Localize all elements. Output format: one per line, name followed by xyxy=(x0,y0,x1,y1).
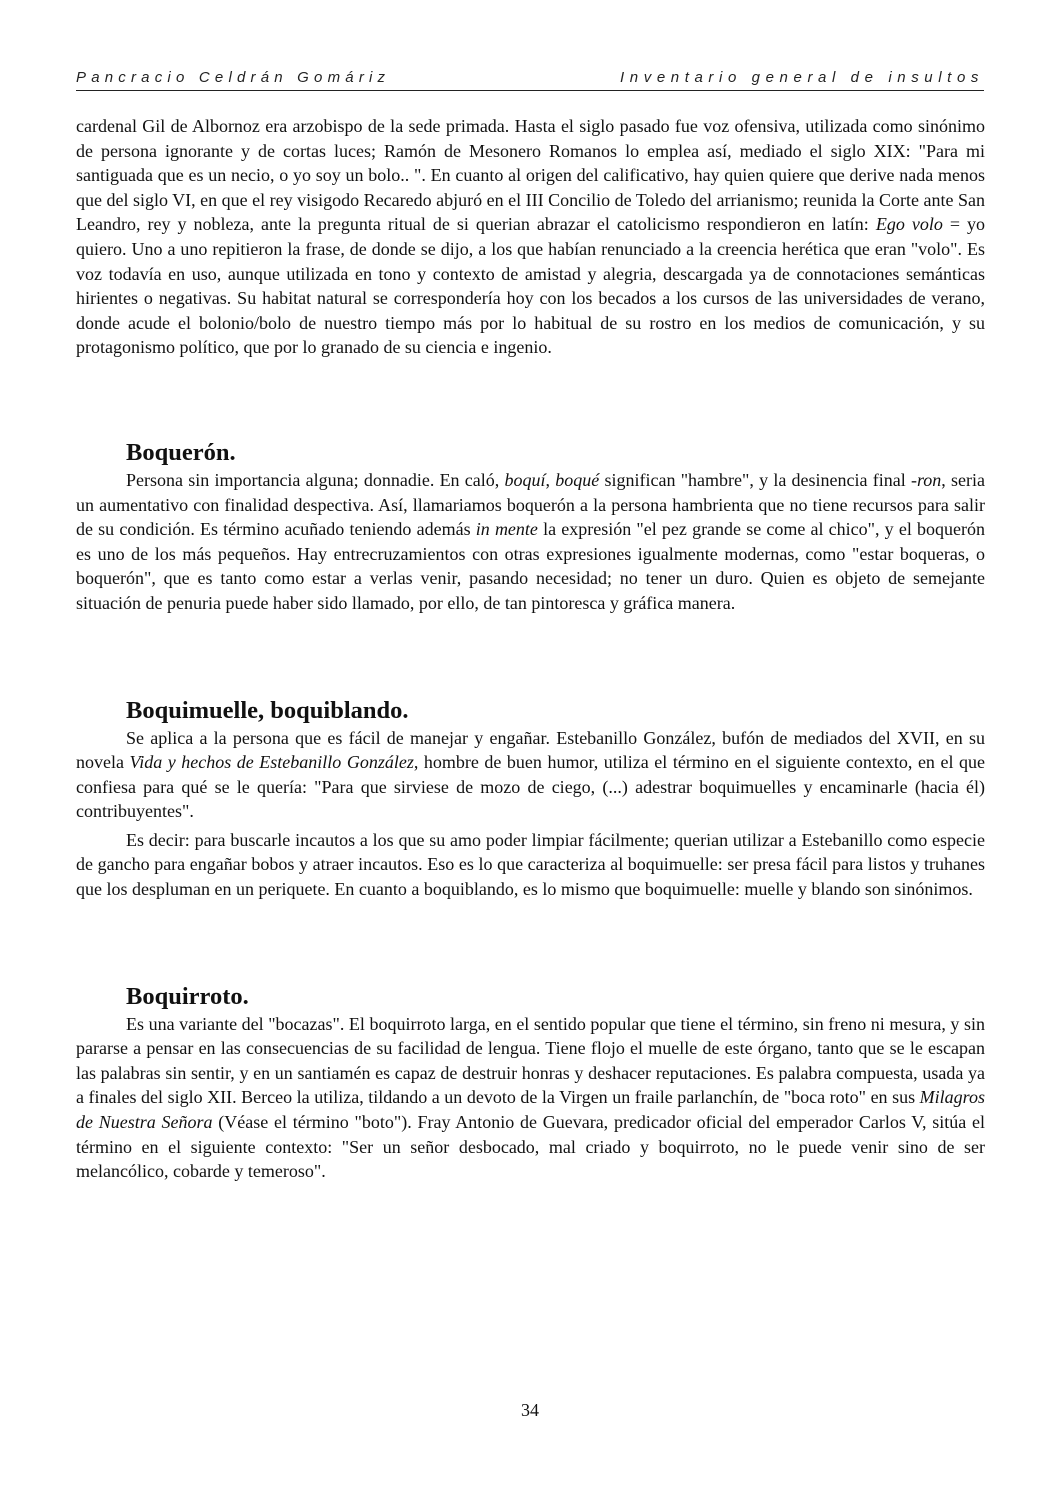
boqueron-italic-2: boqué xyxy=(555,469,600,490)
intro-text-1: cardenal Gil de Albornoz era arzobispo de la sede primada. Hasta el siglo pasado fue voz ofensiva, utilizada como sinónimo de persona ignorante y de cortas luces; Ramón de Mesonero Romanos lo emplea así, mediado el siglo XIX: "Para mi santiguada que es un necio, o yo soy un bolo.. ". En cuanto al origen del calificativo, hay quien quiere que derive nada menos que del siglo VI, en que el rey visigodo Recaredo abjuró en el III Concilio de Toledo del arrianismo; reunida la Corte ante San Leandro, rey y nobleza, ante la pregunta ritual de si querian abrazar el catolicismo respondieron en latín: xyxy=(76,116,985,235)
boquirroto-italic-1: Milagros de Nuestra Señora xyxy=(76,1087,985,1133)
entry-title-boquirroto: Boquirroto. xyxy=(126,982,249,1010)
boqueron-text-e: la expresión "el pez grande se come al chico", y el boquerón es uno de los más pequeños. Hay entrecruzamientos con otras expresiones igualmente modernas, como "estar boqueras, o boquerón", que es tanto como estar a verlas venir, pasando necesidad; no tener un duro. Quien es objeto de semejante situación de penuria puede haber sido llamado, por ello, de tan pintoresca y gráfica manera. xyxy=(76,519,985,613)
entry-title-boqueron: Boquerón. xyxy=(126,438,236,466)
boquirroto-text-b: (Véase el término "boto"). Fray Antonio de Guevara, predicador oficial del emperador Carlos V, sitúa el término en el siguiente contexto: "Ser un señor desbocado, mal criado y boquirroto, no le puede venir sino de ser melancólico, cobarde y temeroso". xyxy=(76,1112,985,1182)
boqueron-text-a: Persona sin importancia alguna; donnadie. En caló, xyxy=(126,469,505,490)
entry-body-boquirroto xyxy=(76,1012,985,1184)
boquimuelle-italic-1: Vida y hechos de Estebanillo González xyxy=(129,752,414,773)
boqueron-text-d: , seria un aumentativo con finalidad despectiva. Así, llamariamos boquerón a la persona hambrienta que no tiene recursos para salir de su condición. Es término acuñado teniendo además xyxy=(76,469,986,540)
boqueron-italic-3: -ron xyxy=(910,469,942,490)
entry-body-boqueron xyxy=(76,468,985,616)
boquimuelle-text-b: , hombre de buen humor, utiliza el término en el siguiente contexto, en el que confiesa para qué se le quería: "Para que sirviese de mozo de ciego, (...) adestrar boquimuelles y encaminarle (hacia él) contribuyentes". xyxy=(76,752,985,822)
page-number: 34 xyxy=(521,1400,539,1420)
intro-paragraph xyxy=(76,114,985,360)
boqueron-italic-1: boquí xyxy=(504,469,546,490)
running-header xyxy=(76,68,984,91)
entry-body-boquimuelle-2: Es decir: para buscarle incautos a los que su amo poder limpiar fácilmente; querian utilizar a Estebanillo como especie de gancho para engañar bobos y atraer incautos. Eso es lo que caracteriza al boquimuelle: ser presa fácil para listos y truhanes que los despluman en un periquete. En cuanto a boquiblando, es lo mismo que boquimuelle: muelle y blando son sinónimos. xyxy=(76,829,985,900)
entry-title-boquimuelle: Boquimuelle, boquiblando. xyxy=(126,696,409,724)
boqueron-text-c: significan "hambre", y la desinencia final xyxy=(599,469,911,490)
boqueron-italic-4: in mente xyxy=(475,519,538,540)
intro-text-2: = yo quiero. Uno a uno repitieron la frase, de donde se dijo, a los que habían renunciado a la creencia herética que eran "volo". Es voz todavía en uso, aunque utilizada en tono y contexto de amistad y alegria, descargada ya de connotaciones semánticas hirientes o negativas. Su habitat natural se correspondería hoy con los becados a los cursos de las universidades de verano, donde acude el bolonio/bolo de nuestro tiempo más por lo habitual de su rostro en los medios de comunicación, y su protagonismo político, que por lo granado de su ciencia e ingenio. xyxy=(76,214,985,358)
intro-latin: Ego volo xyxy=(875,214,943,235)
boqueron-text-b: , xyxy=(545,469,556,490)
header-book-title: Inventario general de insultos xyxy=(620,69,984,86)
boquirroto-text-a: Es una variante del "bocazas". El boquirroto larga, en el sentido popular que tiene el término, sin freno ni mesura, y sin pararse a pensar en las consecuencias de su facilidad de lengua. Tiene flojo el muelle de este órgano, tanto que se le escapan las palabras sin sentir, y en un santiamén es capaz de destruir honras y deshacer reputaciones. Es palabra compuesta, usada ya a finales del siglo XII. Berceo la utiliza, tildando a un devoto de la Virgen un fraile parlanchín, de "boca roto" en sus xyxy=(76,1013,985,1108)
boquimuelle-text-a: Se aplica a la persona que es fácil de manejar y engañar. Estebanillo González, bufón de mediados del XVII, en su novela xyxy=(76,727,985,773)
entry-body-boquimuelle xyxy=(76,726,985,824)
page-body xyxy=(76,114,985,1184)
header-author: Pancracio Celdrán Gomáriz xyxy=(76,69,391,86)
